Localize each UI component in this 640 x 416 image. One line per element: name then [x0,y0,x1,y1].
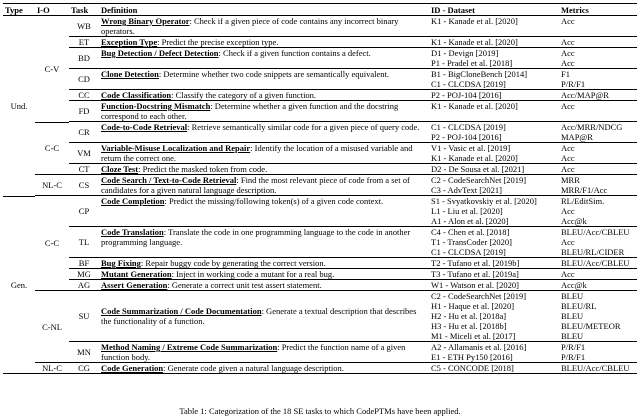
task-code: BD [69,48,99,69]
table-row [3,16,637,37]
metric: BLEU/Acc/CBLEU [561,363,630,373]
type-gen: Gen. [3,196,35,374]
task-description: : Predict the precise exception type. [157,37,279,47]
task-description: : Generate a textual description that describes the functionality of a function. [101,306,417,326]
task-definition [99,164,429,175]
dataset-id: T3 - Tufano et al. [2019a] [429,269,559,280]
task-title: Bug Detection / Defect Detection [101,48,219,58]
io-nlc-gen: NL-C [42,363,62,373]
header-definition: Definition [99,4,429,16]
metric-line: BLEU [561,291,584,301]
metric-line: P/R/F1 [561,352,586,362]
dataset-id-line: L1 - Liu et al. [2020] [431,206,503,216]
header-io: I-O [35,4,69,16]
header-id-dataset: ID - Dataset [429,4,559,16]
dataset-id-line: T1 - TransCoder [2020] [431,237,512,247]
metric-line: BLEU [561,331,584,341]
task-definition [99,363,429,374]
table-row [3,280,637,291]
table-row [3,342,637,363]
task-title: Assert Generation [101,280,168,290]
dataset-id-line: S1 - Svyatkovskiy et al. [2020] [431,196,537,206]
metric [559,122,637,143]
dataset-id: C5 - CONCODE [2018] [431,363,514,373]
metric [559,69,637,90]
metric: Acc [559,16,637,37]
dataset-id-line: P2 - POJ-104 [2016] [431,132,502,142]
metric-line: Acc [561,143,575,153]
task-title: Clone Detection [101,69,159,79]
metric-line: Acc [561,237,575,247]
dataset-id-line: H1 - Haque et al. [2020] [431,301,515,311]
task-code: SU [69,291,99,342]
task-definition [99,280,429,291]
table-row [3,164,637,175]
dataset-id [429,143,559,164]
task-description: : Predict the function name of a given function body. [101,342,406,362]
dataset-id-line: A2 - Allamanis et al. [2016] [431,342,527,352]
task-title: Code Translation [101,227,164,237]
dataset-id [429,227,559,258]
table-row [3,363,637,374]
task-title: Bug Fixing [101,258,141,268]
dataset-id [429,69,559,90]
metric-line: RL/EditSim. [561,196,605,206]
table-row [3,196,637,227]
metric-line: Acc/MRR/NDCG [561,122,623,132]
task-definition [99,227,429,258]
task-description: : Determine whether a given function and the docstring correspond to each other. [101,101,399,121]
metric-line: Acc [561,58,575,68]
dataset-id-line: C1 - CLCDSA [2019] [431,122,506,132]
io-nlc: NL-C [35,175,69,196]
table-row [3,101,637,122]
dataset-id-line: V1 - Vasic et al. [2019] [431,143,511,153]
dataset-id-line: C2 - CodeSearchNet [2019] [431,291,527,301]
dataset-id: D2 - De Sousa et al. [2021] [429,164,559,175]
dataset-id: W1 - Watson et al. [2020] [429,280,559,291]
metric-line: BLEU/Acc/CBLEU [561,227,630,237]
task-code: CR [69,122,99,143]
table-row [3,69,637,90]
dataset-id [429,122,559,143]
task-description: : Check if a given piece of code contains any incorrect binary operators. [101,16,399,36]
task-code: MN [69,342,99,363]
task-categorization-table [3,3,637,374]
task-description: : Predict the masked token from code. [138,164,268,174]
dataset-id [429,291,559,342]
task-code: MG [69,269,99,280]
dataset-id: K1 - Kanade et al. [2020] [429,37,559,48]
task-description: : Translate the code in one programming language to the code in another programming language. [101,227,411,247]
metric-line: Acc [561,153,575,163]
task-definition [99,101,429,122]
task-description: : Check if a given function contains a defect. [218,48,371,58]
table-row [3,291,637,342]
task-code: CT [69,164,99,175]
header-row [3,4,637,16]
task-description: : Classify the category of a given function. [171,90,317,100]
dataset-id-line: C4 - Chen et al. [2018] [431,227,510,237]
metric-line: Acc [561,48,575,58]
task-description: : Predict the missing/following token(s) of a given code context. [164,196,384,206]
dataset-id-line: H2 - Hu et al. [2018a] [431,311,507,321]
dataset-id [429,175,559,196]
task-description: : Generate code given a natural language description. [163,363,344,373]
metric [559,143,637,164]
metric: BLEU/Acc/CBLEU [559,258,637,269]
header-metrics: Metrics [559,4,637,16]
task-code: CS [69,175,99,196]
task-code: TL [69,227,99,258]
dataset-id-line: C3 - AdvText [2021] [431,185,502,195]
dataset-id-line: A1 - Alon et al. [2020] [431,216,509,226]
dataset-id: T2 - Tufano et al. [2019b] [429,258,559,269]
task-code: WB [69,16,99,37]
task-title: Wrong Binary Operator [101,16,190,26]
dataset-id: K1 - Kanade et al. [2020] [429,16,559,37]
dataset-id [429,196,559,227]
metric [559,227,637,258]
dataset-id: P2 - POJ-104 [2016] [429,90,559,101]
task-code: CP [69,196,99,227]
task-description: : Repair buggy code by generating the correct version. [140,258,326,268]
task-title: Code Summarization / Code Documentation [101,306,262,316]
task-title: Exception Type [101,37,158,47]
io-cnl: C-NL [35,291,69,363]
table-row [3,227,637,258]
task-definition [99,90,429,101]
dataset-id-line: K1 - Kanade et al. [2020] [431,153,518,163]
task-title: Variable-Misuse Localization and Repair [101,143,251,153]
metric: Acc [559,101,637,122]
table-row [3,122,637,143]
task-description: : Inject in working code a mutant for a real bug. [171,269,335,279]
table-row [3,143,637,164]
task-title: Mutant Generation [101,269,172,279]
metric-line: MRR/F1/Acc [561,185,608,195]
dataset-id: K1 - Kanade et al. [2020] [429,101,559,122]
task-definition [99,175,429,196]
table-row [3,90,637,101]
metric: Acc/MAP@R [559,90,637,101]
task-code: CC [69,90,99,101]
dataset-id-line: C1 - CLCDSA [2019] [431,247,506,257]
dataset-id-line: H3 - Hu et al. [2018b] [431,321,507,331]
dataset-id-line: E1 - ETH Py150 [2016] [431,352,513,362]
metric [559,48,637,69]
task-code: VM [69,143,99,164]
metric [559,175,637,196]
task-title: Function-Docstring Mismatch [101,101,211,111]
task-definition [99,37,429,48]
task-code: BF [69,258,99,269]
task-description: : Determine whether two code snippets are semantically equivalent. [158,69,389,79]
table-row [3,175,637,196]
io-cv: C-V [35,16,69,123]
dataset-id-line: B1 - BigCloneBench [2014] [431,69,528,79]
task-definition [99,196,429,227]
metric-line: MAP@R [561,132,593,142]
task-definition [99,48,429,69]
header-type: Type [3,4,35,16]
metric [559,291,637,342]
table-caption: Table 1: Categorization of the 18 SE tasks to which CodePTMs have been applied. [179,406,461,416]
task-title: Code Classification [101,90,172,100]
metric-line: F1 [561,69,570,79]
task-definition [99,258,429,269]
metric-line: Acc@k [561,216,587,226]
type-und: Und. [3,16,35,197]
metric: Acc [559,164,637,175]
header-task: Task [69,4,99,16]
metric [559,342,637,363]
task-definition [99,291,429,342]
task-title: Code Completion [101,196,165,206]
task-description: : Find the most relevant piece of code from a set of candidates for a given natural language description. [101,175,410,195]
task-title: Method Naming / Extreme Code Summarization [101,342,278,352]
io-cc: C-C [35,122,69,175]
table-row [3,258,637,269]
task-description: : Retrieve semantically similar code for a given piece of query code. [187,122,420,132]
task-title: Code Search / Text-to-Code Retrieval [101,175,237,185]
task-code: ET [69,37,99,48]
metric-line: BLEU/RL/CIDER [561,247,625,257]
task-description: : Identify the location of a misused variable and return the correct one. [101,143,413,163]
task-title: Code-to-Code Retrieval [101,122,188,132]
metric: Acc [559,37,637,48]
metric [559,196,637,227]
metric-line: BLEU/METEOR [561,321,621,331]
task-code: AG [69,280,99,291]
task-definition [99,16,429,37]
task-code: FD [69,101,99,122]
metric-line: P/R/F1 [561,79,586,89]
dataset-id-line: C1 - CLCDSA [2019] [431,79,506,89]
dataset-id-line: C2 - CodeSearchNet [2019] [431,175,527,185]
table-row [3,269,637,280]
metric-line: MRR [561,175,580,185]
dataset-id [429,48,559,69]
io-cc-gen: C-C [35,196,69,291]
metric-line: BLEU/RL [561,301,597,311]
metric-line: BLEU [561,311,584,321]
task-definition [99,69,429,90]
task-title: Cloze Test [101,164,139,174]
metric-line: Acc [561,206,575,216]
dataset-id-line: D1 - Devign [2019] [431,48,499,58]
task-code: CG [78,363,90,373]
task-definition [99,342,429,363]
task-definition [99,269,429,280]
task-title: Code Generation [101,363,164,373]
dataset-id-line: M1 - Miceli et al. [2017] [431,331,516,341]
table-row [3,37,637,48]
metric: Acc@k [559,280,637,291]
metric: Acc [559,269,637,280]
table-row [3,48,637,69]
dataset-id [429,342,559,363]
dataset-id-line: P1 - Pradel et al. [2018] [431,58,513,68]
task-code: CD [69,69,99,90]
task-definition [99,143,429,164]
task-definition [99,122,429,143]
task-description: : Generate a correct unit test assert statement. [167,280,322,290]
metric-line: P/R/F1 [561,342,586,352]
